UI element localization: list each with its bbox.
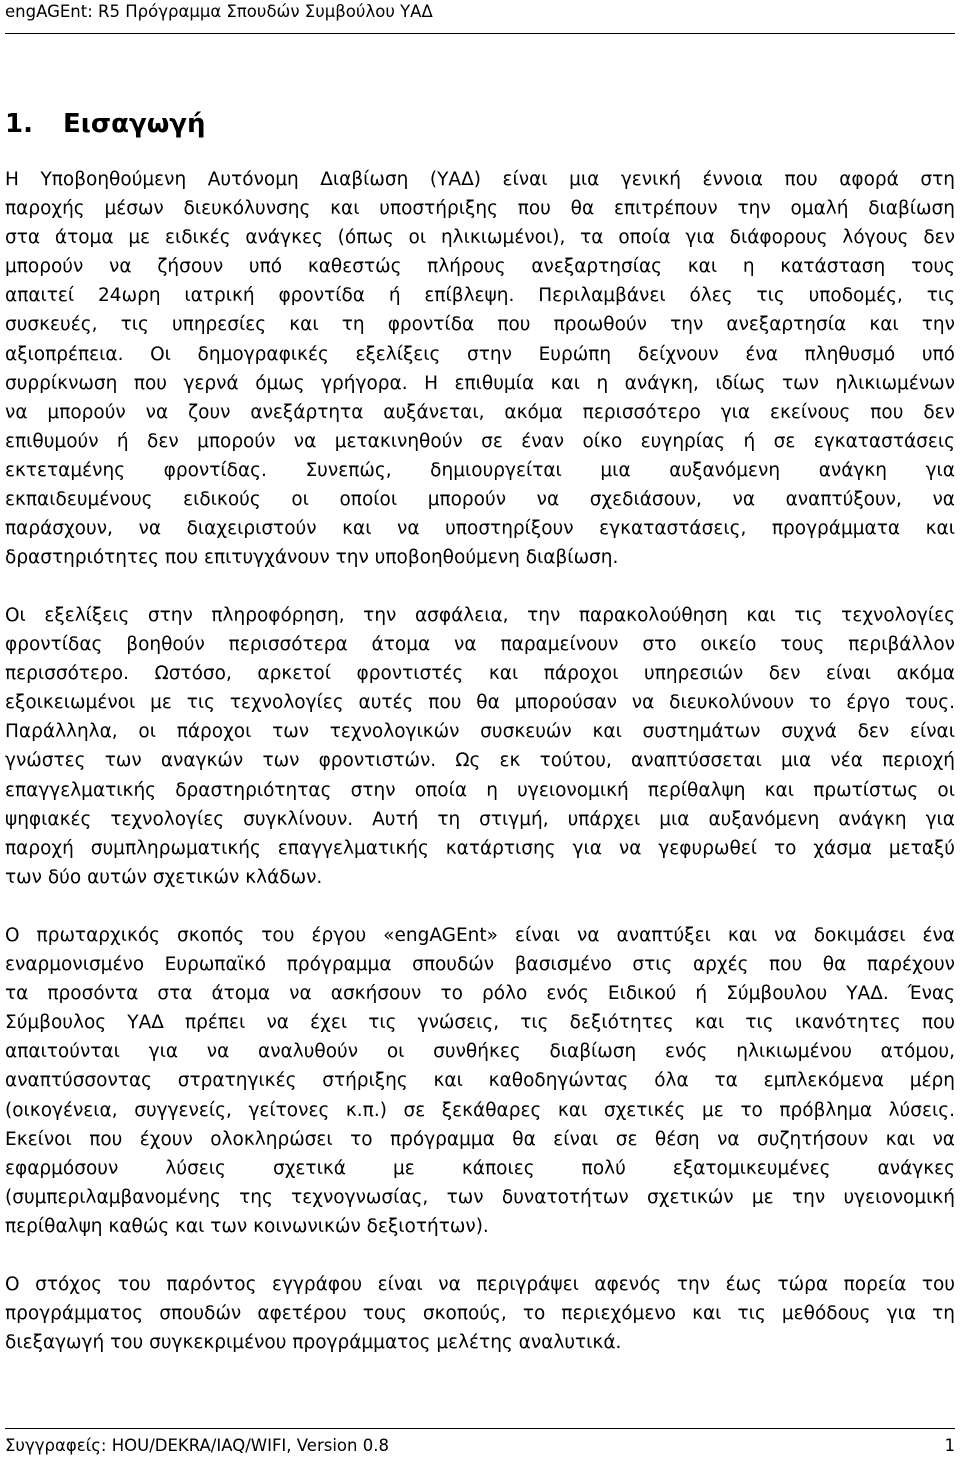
paragraph-line: προγράμματος σπουδών αφετέρου τους σκοπούς, το περιεχόμενο και τις μεθόδους για τη [5,1303,955,1325]
paragraph-line: μπορούν να ζήσουν υπό καθεστώς πλήρους ανεξαρτησίας και η κατάσταση τους [5,256,955,278]
paragraph-line: επαγγελματικής δραστηριότητας στην οποία η υγειονομική περίθαλψη και πρωτίστως οι [5,779,955,801]
paragraph-line: Η Υποβοηθούμενη Αυτόνομη Διαβίωση (ΥΑΔ) είναι μια γενική έννοια που αφορά στη [5,169,955,190]
paragraph-line: διεξαγωγή του συγκεκριμένου προγράμματος μελέτης αναλυτικά. [5,1332,622,1354]
paragraph-line: απαιτεί 24ωρη ιατρική φροντίδα ή επίβλεψη. Περιλαμβάνει όλες τις υποδομές, τις [5,285,955,307]
paragraph-line: αξιοπρέπεια. Οι δημογραφικές εξελίξεις στην Ευρώπη δείχνουν ένα πληθυσμό υπό [5,343,955,365]
paragraph-line: να μπορούν να ζουν ανεξάρτητα αυξάνεται, ακόμα περισσότερο για εκείνους που δεν [5,401,955,423]
paragraph-line: τα προσόντα στα άτομα να ασκήσουν το ρόλο ενός Ειδικού ή Σύμβουλου ΥΑΔ. Ένας [5,983,955,1005]
paragraph-line: ψηφιακές τεχνολογίες συγκλίνουν. Αυτή τη στιγμή, υπάρχει μια αυξανόμενη ανάγκη για [5,808,955,830]
paragraph-line: στα άτομα με ειδικές ανάγκες (όπως οι ηλικιωμένοι), τα οποία για διάφορους λόγους δεν [5,227,955,249]
section-number: 1. [5,109,33,139]
paragraph-intro [5,165,955,572]
section-title: Εισαγωγή [63,109,206,139]
header-divider [5,33,955,34]
paragraph-line: εξοικειωμένοι με τις τεχνολογίες αυτές που θα μπορούσαν να διευκολύνουν το έργο τους. [5,692,955,714]
paragraph-line: Εκείνοι που έχουν ολοκληρώσει το πρόγραμμα θα είναι σε θέση να συζητήσουν και να [5,1128,955,1150]
paragraph-technologies [5,601,955,892]
running-header: engAGEnt: R5 Πρόγραμμα Σπουδών Συμβούλου ΥΑΔ [5,2,433,21]
paragraph-line: γνώστες των αναγκών των φροντιστών. Ως εκ τούτου, αναπτύσσεται μια νέα περιοχή [5,750,955,772]
paragraph-line: Οι εξελίξεις στην πληροφόρηση, την ασφάλεια, την παρακολούθηση και τις τεχνολογίες [5,605,955,626]
paragraph-line: περίθαλψη καθώς και των κοινωνικών δεξιοτήτων). [5,1215,489,1237]
footer-authors: Συγγραφείς: HOU/DEKRA/IAQ/WIFI, Version 0.8 [5,1436,389,1455]
paragraph-line: επιθυμούν ή δεν μπορούν να μετακινηθούν σε έναν οίκο ευγηρίας ή σε εγκαταστάσεις [5,430,955,452]
paragraph-line: εκτεταμένης φροντίδας. Συνεπώς, δημιουργείται μια αυξανόμενη ανάγκη για [5,459,955,481]
paragraph-document-goal [5,1270,955,1357]
paragraph-line: Παράλληλα, οι πάροχοι των τεχνολογικών συσκευών και συστημάτων συχνά δεν είναι [5,721,955,743]
paragraph-line: αναπτύσσοντας στρατηγικές στήριξης και καθοδηγώντας όλα τα εμπλεκόμενα μέρη [5,1070,955,1092]
paragraph-line: Σύμβουλος ΥΑΔ πρέπει να έχει τις γνώσεις, τις δεξιότητες και τις ικανότητες που [5,1012,955,1034]
paragraph-line: (συμπεριλαμβανομένης της τεχνογνωσίας, των δυνατοτήτων σχετικών με την υγειονομική [5,1186,955,1208]
paragraph-line: των δύο αυτών σχετικών κλάδων. [5,866,323,888]
paragraph-line: παροχής μέσων διευκόλυνσης και υποστήριξης που θα επιτρέπουν την ομαλή διαβίωση [5,198,955,220]
paragraph-line: Ο στόχος του παρόντος εγγράφου είναι να περιγράψει αφενός την έως τώρα πορεία του [5,1274,955,1295]
paragraph-line: (οικογένεια, συγγενείς, γείτονες κ.π.) σε ξεκάθαρες και σχετικές με το πρόβλημα λύσεις. [5,1099,955,1121]
paragraph-line: Ο πρωταρχικός σκοπός του έργου «engAGEnt» είναι να αναπτύξει και να δοκιμάσει ένα [5,925,955,946]
paragraph-line: εναρμονισμένο Ευρωπαϊκό πρόγραμμα σπουδών βασισμένο στις αρχές που θα παρέχουν [5,954,955,976]
paragraph-line: φροντίδας βοηθούν περισσότερα άτομα να παραμείνουν στο οικείο τους περιβάλλον [5,634,955,656]
paragraph-line: εφαρμόσουν λύσεις σχετικά με κάποιες πολύ εξατομικευμένες ανάγκες [5,1157,955,1179]
paragraph-line: περισσότερο. Ωστόσο, αρκετοί φροντιστές και πάροχοι υπηρεσιών δεν είναι ακόμα [5,663,955,685]
paragraph-line: συρρίκνωση που γερνά όμως γρήγορα. Η επιθυμία και η ανάγκη, ιδίως των ηλικιωμένων [5,372,955,394]
paragraph-line: συσκευές, τις υπηρεσίες και τη φροντίδα που προωθούν την ανεξαρτησία και την [5,314,955,336]
paragraph-line: απαιτούνται για να αναλυθούν οι συνθήκες διαβίωση ενός ηλικιωμένου ατόμου, [5,1041,955,1063]
paragraph-line: παράσχουν, να διαχειριστούν και να υποστηρίξουν εγκαταστάσεις, προγράμματα και [5,518,955,540]
footer-divider [5,1428,955,1429]
paragraph-aim [5,921,955,1241]
paragraph-line: εκπαιδευμένους ειδικούς οι οποίοι μπορούν να σχεδιάσουν, να αναπτύξουν, να [5,489,955,511]
paragraph-line: παροχή συμπληρωματικής επαγγελματικής κατάρτισης για να γεφυρωθεί το χάσμα μεταξύ [5,837,955,859]
paragraph-line: δραστηριότητες που επιτυγχάνουν την υποβοηθούμενη διαβίωση. [5,547,619,569]
page-number: 1 [944,1436,955,1455]
section-heading [5,106,206,142]
